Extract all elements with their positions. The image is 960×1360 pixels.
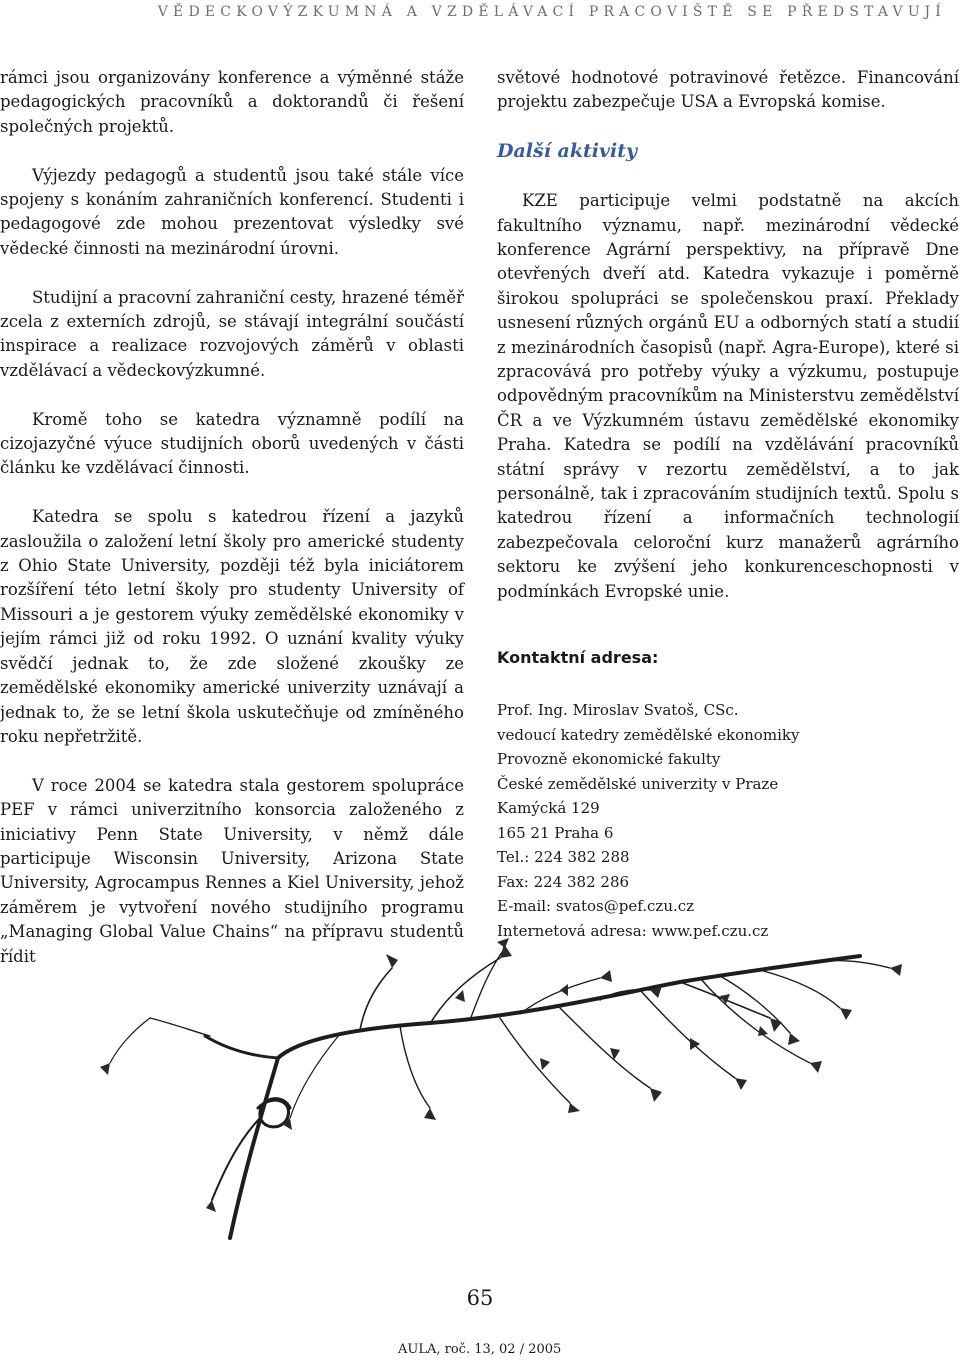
- contact-line: Prof. Ing. Miroslav Svatoš, CSc.: [497, 701, 739, 720]
- plant-leaf: [788, 1033, 800, 1045]
- plant-leaf: [890, 964, 902, 976]
- contact-line: Kamýcká 129: [497, 799, 600, 818]
- contact-block: [497, 698, 959, 943]
- plant-leaf: [600, 970, 612, 982]
- paragraph: rámci jsou organizovány konference a výměnné stáže pedagogických pracovníků a doktorandů či řešení společných projektů.: [0, 68, 464, 136]
- plant-leaf: [770, 1018, 782, 1032]
- plant-branch: [110, 1018, 150, 1063]
- plant-leaf: [500, 944, 512, 958]
- contact-line: vedoucí katedry zemědělské ekonomiky: [497, 725, 800, 744]
- plant-leaf: [650, 1088, 662, 1102]
- contact-line: 165 21 Praha 6: [497, 823, 614, 842]
- footer-source: AULA, roč. 13, 02 / 2005: [398, 1342, 562, 1357]
- paragraph: V roce 2004 se katedra stala gestorem spolupráce PEF v rámci univerzitního konsorcia založeného z iniciativy Penn State University, v němž dále participuje Wisconsin University, Arizona State University, Agrocampus Rennes a Kiel University, jehož záměrem je vytvoření nového studijního programu „Managing Global Value Chains“ na přípravu studentů řídit: [0, 775, 464, 966]
- plant-leaf: [455, 990, 465, 1002]
- paragraph: Výjezdy pedagogů a studentů jsou také stále více spojeny s konáním zahraničních konferencí. Studenti i pedagogové zde mohou prezentovat výsledky své vědecké činnosti na mezinárodní úrovni.: [0, 165, 464, 258]
- plant-leaf: [735, 1078, 747, 1090]
- paragraph: Kromě toho se katedra významně podílí na cizojazyčné výuce studijních oborů uvedených v části článku ke vzdělávací činnosti.: [0, 409, 464, 478]
- plant-stem: [205, 1036, 278, 1058]
- plant-leaf: [810, 1061, 822, 1073]
- contact-email: E-mail: svatos@pef.czu.cz: [497, 897, 695, 916]
- page-number: 65: [466, 1286, 494, 1310]
- plant-branch: [500, 1018, 570, 1103]
- plant-branch: [640, 990, 735, 1078]
- section-title: Další aktivity: [497, 140, 638, 163]
- plant-branch: [400, 1026, 430, 1108]
- plant-branch: [760, 970, 840, 1008]
- plant-branch: [700, 978, 810, 1063]
- contact-website: Internetová adresa: www.pef.czu.cz: [497, 921, 769, 940]
- paragraph: Studijní a pracovní zahraniční cesty, hrazené téměř zcela z externích zdrojů, se stávají integrální součástí inspirace a realizace rozvojových záměrů v oblasti vzdělávací a vědeckovýzkumné.: [0, 287, 464, 380]
- plant-leaf: [840, 1008, 852, 1020]
- right-column: [497, 66, 959, 943]
- plant-leaf: [540, 1058, 550, 1070]
- running-head: VĚDECKOVÝZKUMNÁ A VZDĚLÁVACÍ PRACOVIŠTĚ SE PŘEDSTAVUJÍ: [157, 4, 946, 20]
- contact-line: České zemědělské univerzity v Praze: [497, 774, 779, 793]
- plant-leaf: [386, 954, 398, 968]
- plant-branch: [560, 1008, 650, 1088]
- contact-title: Kontaktní adresa:: [497, 648, 659, 668]
- plant-branch: [360, 968, 392, 1030]
- plant-leaf: [100, 1063, 110, 1075]
- plant-leaf: [424, 1108, 436, 1120]
- plant-leaf: [497, 938, 509, 948]
- plant-leaf: [758, 1026, 768, 1036]
- plant-leaf: [206, 1200, 216, 1212]
- paragraph: KZE participuje velmi podstatně na akcích fakultního významu, např. mezinárodní vědecké konference Agrární perspektivy, na přípravě Dne otevřených dveří atd. Katedra vykazuje i poměrně širokou spolupráci se společenskou praxí. Překlady usnesení různých orgánů EU a odborných statí a studií z mezinárodních časopisů (např. Agra-Europe), které si zpracovává pro potřeby výuky a výzkumu, postupuje odpovědným pracovníkům na Ministerstvu zemědělství ČR a ve Výzkumném ústavu zemědělské ekonomiky Praha. Katedra se podílí na vzdělávání pracovníků státní správy v rezortu zemědělství, a to jak personálně, tak i zpracováním studijních textů. Spolu s katedrou řízení a informačních technologií zabezpečovala celoroční kurz manažerů agrárního sektoru ke zvýšení jeho konkurenceschopnosti v podmínkách Evropské unie.: [497, 191, 959, 601]
- contact-line: Tel.: 224 382 288: [497, 848, 630, 867]
- plant-leaf: [560, 984, 568, 996]
- paragraph: Katedra se spolu s katedrou řízení a jazyků zasloužila o založení letní školy pro americké studenty z Ohio State University, později též byla iniciátorem rozšíření této letní školy pro studenty University of Missouri a je gestorem výuky zemědělské ekonomiky v jejím rámci již od roku 1992. O uznání kvality výuky svědčí jednak to, že zde složené zkoušky ze zemědělské ekonomiky americké univerzity uznávají a jednak to, že se letní škola uskutečňuje od zmíněného roku nepřetržitě.: [0, 507, 464, 746]
- contact-line: Provozně ekonomické fakulty: [497, 750, 721, 769]
- plant-branch: [430, 958, 500, 1024]
- plant-leaf: [568, 1103, 580, 1113]
- paragraph: světové hodnotové potravinové řetězce. Financování projektu zabezpečuje USA a Evropská komise.: [497, 68, 959, 112]
- plant-stem: [212, 1116, 262, 1200]
- contact-line: Fax: 224 382 286: [497, 872, 630, 891]
- plant-branch: [150, 1018, 210, 1036]
- left-column: [0, 66, 464, 993]
- dried-plant-illustration: [0, 938, 960, 1278]
